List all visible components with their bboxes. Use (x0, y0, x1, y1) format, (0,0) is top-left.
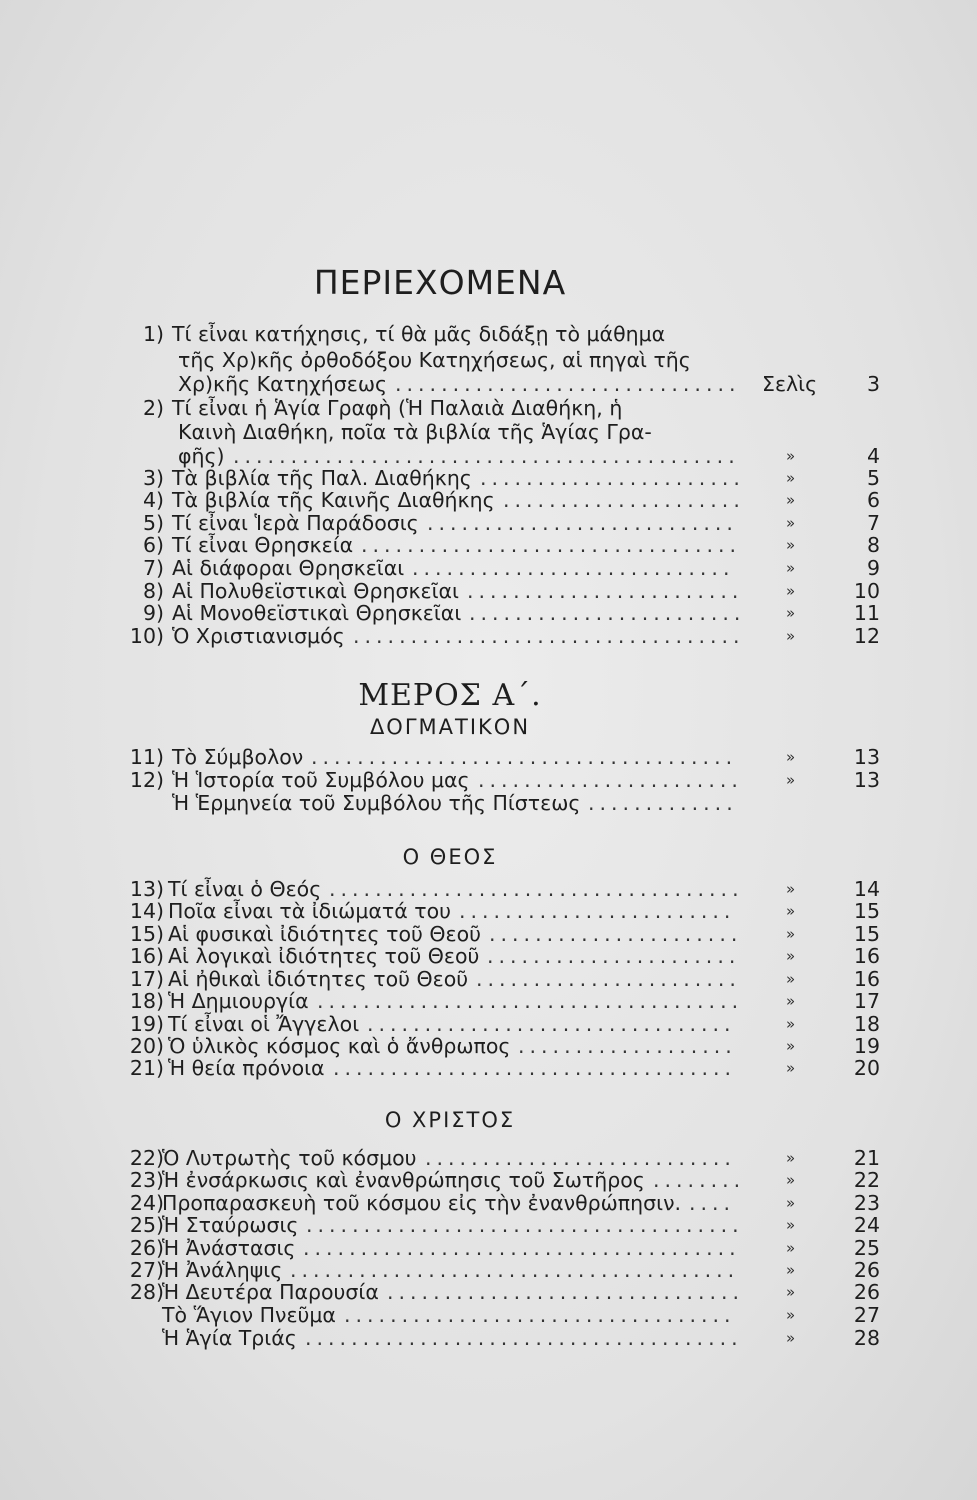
leader-dots: ........................... (425, 1146, 736, 1170)
ditto-mark: » (786, 447, 796, 465)
page-number: 10 (853, 579, 880, 603)
entry-title: Τί εἶναι Ἱερὰ Παράδοσις (172, 511, 419, 535)
leader-dots: ................................ (367, 1012, 736, 1036)
entry-number: 10) (129, 624, 164, 648)
leader-dots: ..................................... (317, 989, 744, 1013)
toc-entry (0, 1236, 977, 1260)
toc-entry (0, 1146, 977, 1170)
page-title: ΠΕΡΙΕΧΟΜΕΝΑ (313, 263, 567, 302)
ditto-mark: » (786, 880, 796, 898)
leader-dots: ........................ (459, 899, 736, 923)
entry-number: 25) (129, 1213, 164, 1237)
ditto-mark: » (786, 902, 796, 920)
page-number: 15 (853, 899, 880, 923)
entry-title: Τὸ Σύμβολον (172, 745, 304, 769)
toc-entry (0, 601, 977, 625)
entry-title: Ὁ Χριστιανισμός (172, 624, 345, 648)
toc-entry (0, 372, 977, 396)
page-number: 23 (853, 1191, 880, 1215)
page-number: 26 (853, 1280, 880, 1304)
ditto-mark: » (786, 514, 796, 532)
entry-title: φῆς) (178, 444, 225, 468)
toc-entry (0, 488, 977, 512)
page-number: 8 (866, 533, 880, 557)
section-heading-christos: Ο ΧΡΙΣΤΟΣ (384, 1108, 516, 1132)
toc-entry (0, 466, 977, 490)
ditto-mark: » (786, 1059, 796, 1077)
page-number: 21 (853, 1146, 880, 1170)
page-label: Σελὶς (762, 372, 818, 396)
entry-title: Ἡ Ἀνάληψις (162, 1258, 283, 1282)
entry-title: Αἱ ἠθικαὶ ἰδιότητες τοῦ Θεοῦ (168, 967, 469, 991)
ditto-mark: » (786, 1171, 796, 1189)
part-subtitle: ΔΟΓΜΑΤΙΚΟΝ (369, 715, 531, 739)
entry-number: 12) (129, 768, 164, 792)
entry-number: 11) (129, 745, 164, 769)
entry-number: 3) (142, 466, 164, 490)
entry-title: Τί εἶναι ὁ Θεός (168, 877, 322, 901)
page-number: 9 (866, 556, 880, 580)
page-number: 15 (853, 922, 880, 946)
entry-number: 21) (129, 1056, 164, 1080)
ditto-mark: » (786, 1329, 796, 1347)
leader-dots: ....................... (480, 466, 745, 490)
ditto-mark: » (786, 748, 796, 766)
toc-entry (0, 511, 977, 535)
toc-entry (0, 944, 977, 968)
page-number: 6 (866, 488, 880, 512)
ditto-mark: » (786, 1037, 796, 1055)
page-number: 24 (853, 1213, 880, 1237)
toc-entry (0, 768, 977, 792)
entry-title: Ὁ Λυτρωτὴς τοῦ κόσμου (162, 1146, 417, 1170)
page-number: 26 (853, 1258, 880, 1282)
ditto-mark: » (786, 1149, 796, 1167)
entry-number: 5) (142, 511, 164, 535)
entry-title: Αἱ Πολυθεϊστικαὶ Θρησκεῖαι (172, 579, 459, 603)
toc-entry (0, 579, 977, 603)
entry-number: 2) (142, 396, 164, 420)
leader-dots: ............................................ (233, 444, 740, 468)
leader-dots: ................... (518, 1034, 737, 1058)
entry-title: Ἡ Ἱστορία τοῦ Συμβόλου μας (172, 768, 470, 792)
page-number: 13 (853, 768, 880, 792)
ditto-mark: » (786, 536, 796, 554)
entry-title: Καινὴ Διαθήκη, ποῖα τὰ βιβλία τῆς Ἁγίας Γρα- (178, 420, 652, 444)
entry-number: 17) (129, 967, 164, 991)
ditto-mark: » (786, 1261, 796, 1279)
ditto-mark: » (786, 992, 796, 1010)
toc-entry (0, 1191, 977, 1215)
leader-dots: ................................... (333, 1056, 737, 1080)
entry-title: Τί εἶναι κατήχησις, τί θὰ μᾶς διδάξῃ τὸ μάθημα (172, 322, 666, 346)
page-number: 12 (853, 624, 880, 648)
entry-title: Ἡ Ἑρμηνεία τοῦ Συμβόλου τῆς Πίστεως (172, 791, 581, 815)
leader-dots: .................................. (353, 624, 745, 648)
leader-dots: ...................... (487, 944, 741, 968)
entry-number: 20) (129, 1034, 164, 1058)
toc-entry (0, 1213, 977, 1237)
leader-dots: ..................... (503, 488, 745, 512)
ditto-mark: » (786, 1306, 796, 1324)
entry-title: Ἡ Σταύρωσις (162, 1213, 299, 1237)
toc-entry (0, 1034, 977, 1058)
entry-number: 1) (142, 322, 164, 346)
entry-title: Τὰ βιβλία τῆς Καινῆς Διαθήκης (172, 488, 495, 512)
ditto-mark: » (786, 1015, 796, 1033)
entry-title: Ἡ θεία πρόνοια (168, 1056, 325, 1080)
entry-number: 16) (129, 944, 164, 968)
leader-dots: ....................... (476, 967, 741, 991)
ditto-mark: » (786, 925, 796, 943)
leader-dots: ................................. (361, 533, 742, 557)
leader-dots: ...................................... (306, 1213, 744, 1237)
ditto-mark: » (786, 970, 796, 988)
page-number: 11 (853, 601, 880, 625)
leader-dots: .................................. (344, 1303, 736, 1327)
leader-dots: ...................................... (303, 1236, 741, 1260)
entry-title: Χρ)κῆς Κατηχήσεως (178, 372, 388, 396)
toc-entry (0, 1056, 977, 1080)
ditto-mark: » (786, 491, 796, 509)
leader-dots: ........ (653, 1168, 746, 1192)
entry-title: Ὁ ὑλικὸς κόσμος καὶ ὁ ἄνθρωπος (168, 1034, 511, 1058)
ditto-mark: » (786, 1194, 796, 1212)
entry-title: Αἱ φυσικαὶ ἰδιότητες τοῦ Θεοῦ (168, 922, 481, 946)
entry-title: Τὸ Ἅγιον Πνεῦμα (162, 1303, 336, 1327)
toc-entry (0, 899, 977, 923)
entry-title: Ἡ ἐνσάρκωσις καὶ ἐνανθρώπησις τοῦ Σωτῆρος (162, 1168, 645, 1192)
toc-entry (0, 745, 977, 769)
entry-number: 14) (129, 899, 164, 923)
entry-number: 26) (129, 1236, 164, 1260)
page-number: 20 (853, 1056, 880, 1080)
toc-entry (0, 877, 977, 901)
toc-entry (0, 624, 977, 648)
page-number: 17 (853, 989, 880, 1013)
page-number: 13 (853, 745, 880, 769)
ditto-mark: » (786, 559, 796, 577)
entry-number: 9) (142, 601, 164, 625)
page-number: 14 (853, 877, 880, 901)
leader-dots: ....................................... (290, 1258, 740, 1282)
toc-entry (0, 791, 977, 815)
entry-number: 13) (129, 877, 164, 901)
section-heading-theos: Ο ΘΕΟΣ (402, 845, 498, 869)
ditto-mark: » (786, 947, 796, 965)
leader-dots: ............................... (387, 1280, 745, 1304)
toc-entry (0, 1168, 977, 1192)
leader-dots: ........................ (467, 579, 744, 603)
entry-title: Τί εἶναι οἱ Ἄγγελοι (168, 1012, 360, 1036)
page-number: 22 (853, 1168, 880, 1192)
entry-number: 28) (129, 1280, 164, 1304)
entry-number: 24) (129, 1191, 164, 1215)
page-number: 28 (853, 1326, 880, 1350)
entry-number: 27) (129, 1258, 164, 1282)
toc-entry (0, 1258, 977, 1282)
entry-title: Ἡ Δευτέρα Παρουσία (162, 1280, 379, 1304)
entry-number: 6) (142, 533, 164, 557)
entry-number: 7) (142, 556, 164, 580)
entry-number: 8) (142, 579, 164, 603)
toc-entry (0, 1326, 977, 1350)
entry-number: 15) (129, 922, 164, 946)
entry-number: 18) (129, 989, 164, 1013)
page-number: 25 (853, 1236, 880, 1260)
toc-entry (0, 1280, 977, 1304)
entry-title: Ἡ Ἁγία Τριάς (162, 1326, 297, 1350)
ditto-mark: » (786, 604, 796, 622)
entry-title: Ἡ Δημιουργία (168, 989, 309, 1013)
leader-dots: .............................. (395, 372, 741, 396)
page-number: 16 (853, 967, 880, 991)
ditto-mark: » (786, 771, 796, 789)
toc-entry (0, 922, 977, 946)
entry-title: Ἡ Ἀνάστασις (162, 1236, 296, 1260)
page-number: 18 (853, 1012, 880, 1036)
entry-title: Αἱ λογικαὶ ἰδιότητες τοῦ Θεοῦ (168, 944, 480, 968)
part-title: ΜΕΡΟΣ Α΄. (358, 678, 542, 713)
page-number: 4 (866, 444, 880, 468)
entry-title: Προπαρασκευὴ τοῦ κόσμου εἰς τὴν ἐνανθρώπησιν. (162, 1191, 682, 1215)
entry-number: 19) (129, 1012, 164, 1036)
page-number: 5 (866, 466, 880, 490)
ditto-mark: » (786, 1239, 796, 1257)
leader-dots: ...................... (489, 922, 743, 946)
ditto-mark: » (786, 469, 796, 487)
leader-dots: ...................................... (305, 1326, 743, 1350)
leader-dots: ..................................... (311, 745, 738, 769)
entry-title: Τὰ βιβλία τῆς Παλ. Διαθήκης (172, 466, 472, 490)
entry-title: Αἱ διάφοραι Θρησκεῖαι (172, 556, 405, 580)
page-number: 16 (853, 944, 880, 968)
leader-dots: ........................ (469, 601, 746, 625)
toc-entry (0, 556, 977, 580)
entry-number: 23) (129, 1168, 164, 1192)
entry-title: Τί εἶναι ἡ Ἁγία Γραφὴ (Ἡ Παλαιὰ Διαθήκη, ἡ (172, 396, 623, 420)
toc-entry (0, 1012, 977, 1036)
toc-entry (0, 989, 977, 1013)
leader-dots: .................................... (329, 877, 744, 901)
ditto-mark: » (786, 582, 796, 600)
leader-dots: ....................... (478, 768, 743, 792)
toc-entry (0, 967, 977, 991)
ditto-mark: » (786, 627, 796, 645)
toc-entry (0, 533, 977, 557)
page-number: 19 (853, 1034, 880, 1058)
entry-title: Τί εἶναι Θρησκεία (172, 533, 354, 557)
toc-entry (0, 444, 977, 468)
leader-dots: ............................ (412, 556, 735, 580)
ditto-mark: » (786, 1216, 796, 1234)
ditto-mark: » (786, 1283, 796, 1301)
entry-title: Αἱ Μονοθεϊστικαὶ Θρησκεῖαι (172, 601, 462, 625)
leader-dots: ........................... (427, 511, 738, 535)
entry-title: τῆς Χρ)κῆς ὀρθοδόξου Κατηχήσεως, αἱ πηγαὶ τῆς (178, 348, 691, 372)
entry-number: 4) (142, 488, 164, 512)
page-number: 27 (853, 1303, 880, 1327)
page-number: 7 (866, 511, 880, 535)
toc-entry (0, 1303, 977, 1327)
page-number: 3 (866, 372, 880, 396)
leader-dots: .... (689, 1191, 736, 1215)
entry-title: Ποῖα εἶναι τὰ ἰδιώματά του (168, 899, 451, 923)
leader-dots: ............. (588, 791, 738, 815)
entry-number: 22) (129, 1146, 164, 1170)
